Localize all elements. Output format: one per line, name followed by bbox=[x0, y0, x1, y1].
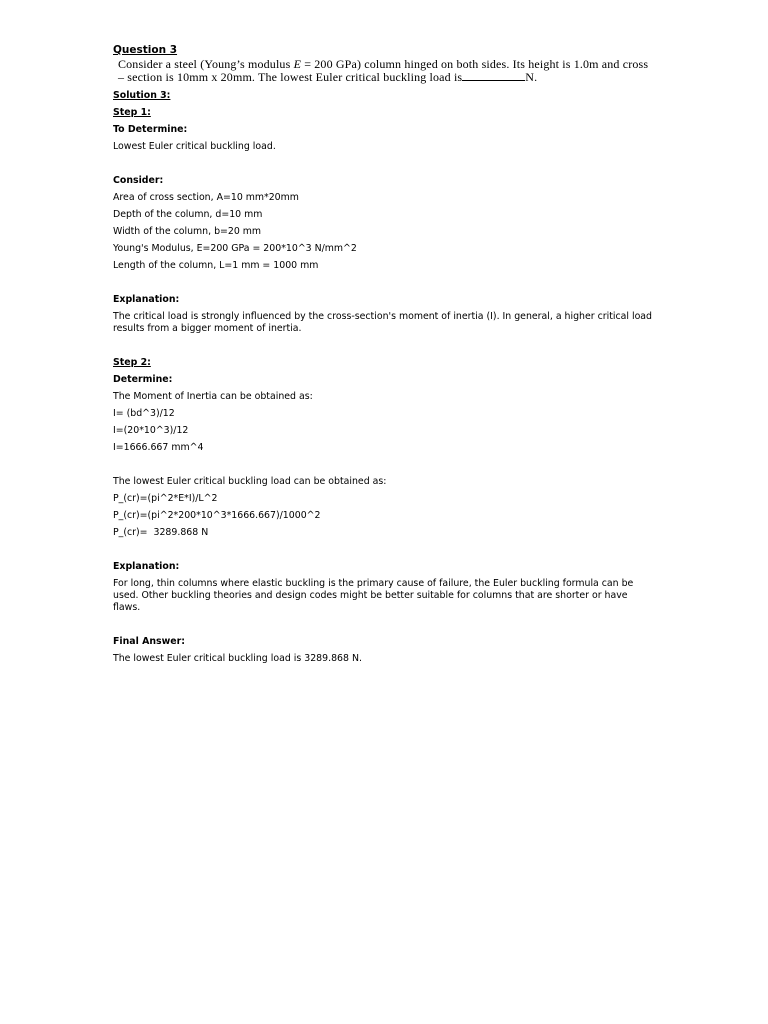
determine-label: Determine: bbox=[113, 374, 173, 385]
question-text-end: N. bbox=[525, 69, 538, 84]
explanation-text-2: For long, thin columns where elastic buckling is the primary cause of failure, the Euler buckling formula can be used. Other buckling theories and design codes might be better suitable for columns that are shorter or have flaws. bbox=[113, 578, 634, 613]
final-answer-text: The lowest Euler critical buckling load is 3289.868 N. bbox=[113, 653, 362, 664]
step1-heading: Step 1: bbox=[113, 107, 151, 118]
final-answer-label: Final Answer: bbox=[113, 636, 185, 647]
document-page bbox=[113, 44, 653, 665]
solution-heading: Solution 3: bbox=[113, 90, 171, 101]
to-determine-label: To Determine: bbox=[113, 124, 188, 135]
load-line: P_(cr)= 3289.868 N bbox=[113, 527, 209, 538]
question-text-part1: Consider a steel (Young’s modulus bbox=[118, 57, 294, 71]
explanation-text-1: The critical load is strongly influenced by the cross-section's moment of inertia (I). In general, a higher critical load results from a bigger moment of inertia. bbox=[113, 311, 653, 334]
explanation-label-1: Explanation: bbox=[113, 294, 180, 305]
question-variable-e: E bbox=[293, 57, 302, 71]
given-item: Length of the column, L=1 mm = 1000 mm bbox=[113, 260, 319, 271]
step2-heading: Step 2: bbox=[113, 357, 151, 368]
given-item: Young's Modulus, E=200 GPa = 200*10^3 N/mm^2 bbox=[113, 243, 357, 254]
moi-line: I=(20*10^3)/12 bbox=[113, 425, 189, 436]
to-determine-text: Lowest Euler critical buckling load. bbox=[113, 141, 276, 152]
load-intro: The lowest Euler critical buckling load can be obtained as: bbox=[113, 476, 387, 487]
given-item: Depth of the column, d=10 mm bbox=[113, 209, 263, 220]
given-item: Width of the column, b=20 mm bbox=[113, 226, 262, 237]
moi-intro: The Moment of Inertia can be obtained as: bbox=[113, 391, 313, 402]
moi-line: I=1666.667 mm^4 bbox=[113, 442, 204, 453]
load-line: P_(cr)=(pi^2*E*I)/L^2 bbox=[113, 493, 218, 504]
question-text-part2: = 200 GPa) column hinged on both sides. Its height is 1.0m and cross – section is 10mm x 20mm. The lowest Euler critical buckling load is bbox=[118, 57, 649, 84]
consider-label: Consider: bbox=[113, 175, 164, 186]
moi-line: I= (bd^3)/12 bbox=[113, 408, 175, 419]
question-text bbox=[118, 59, 653, 83]
explanation-label-2: Explanation: bbox=[113, 561, 180, 572]
question-heading: Question 3 bbox=[113, 44, 178, 56]
given-item: Area of cross section, A=10 mm*20mm bbox=[113, 192, 299, 203]
answer-blank bbox=[462, 71, 525, 81]
load-line: P_(cr)=(pi^2*200*10^3*1666.667)/1000^2 bbox=[113, 510, 321, 521]
